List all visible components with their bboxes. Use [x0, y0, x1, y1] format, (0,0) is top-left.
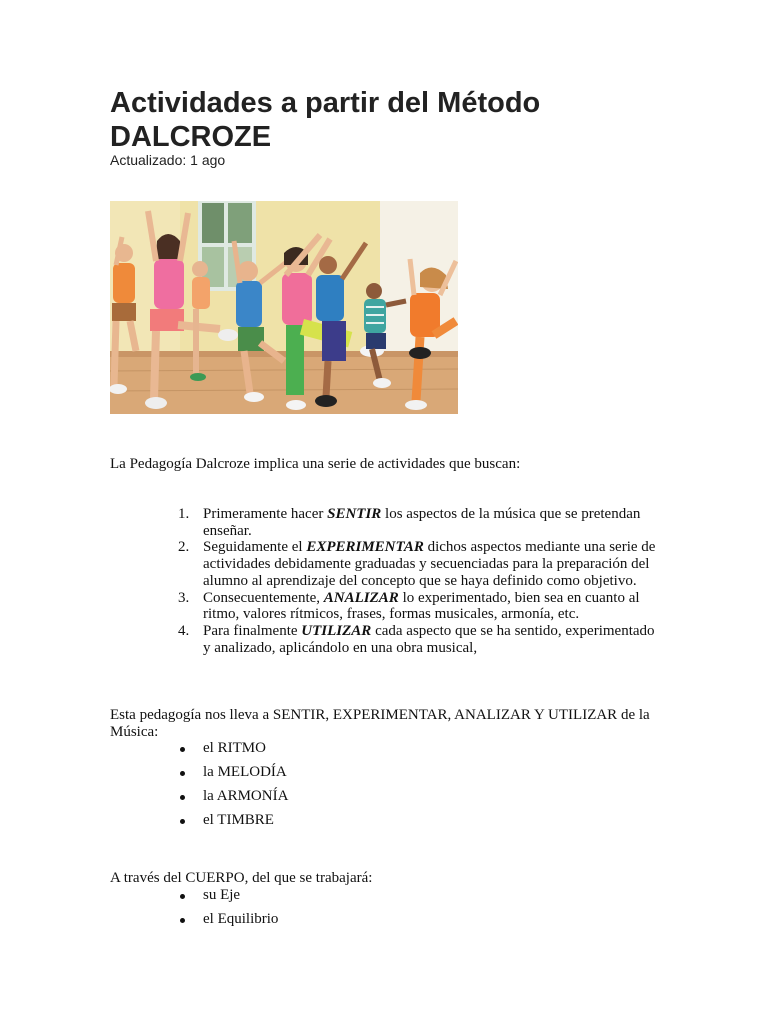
list-number: 1.: [178, 506, 190, 522]
list-item: [177, 812, 288, 836]
step-text: los aspectos de la música que se pretendan enseñar.: [203, 506, 641, 539]
step-text: lo experimentado, bien sea en cuanto al ritmo, valores rítmicos, frases, formas musicales, armonía, etc.: [203, 589, 640, 623]
list-item: [177, 740, 288, 764]
page-title: Actividades a partir del Método DALCROZE: [110, 87, 541, 153]
step-text: cada aspecto que se ha sentido, experimentado y analizado, aplicándolo en una obra musical,: [203, 622, 655, 656]
list-item: [160, 590, 660, 623]
list-item: [177, 788, 288, 812]
list-number: 4.: [178, 622, 190, 639]
list-number: 2.: [178, 539, 190, 556]
bullet-icon: [180, 771, 185, 776]
list-item: [160, 506, 660, 539]
bullet-icon: [180, 795, 185, 800]
music-paragraph: Esta pedagogía nos lleva a SENTIR, EXPERIMENTAR, ANALIZAR Y UTILIZAR de la Música:: [110, 707, 650, 740]
step-text: Para finalmente: [203, 622, 302, 639]
step-keyword: ANALIZAR: [323, 589, 399, 606]
bullet-text: el TIMBRE: [203, 812, 274, 828]
bullet-icon: [180, 747, 185, 752]
list-number: 3.: [178, 589, 190, 606]
list-item: [177, 764, 288, 788]
step-text: Consecuentemente,: [203, 589, 324, 606]
bullet-icon: [180, 918, 185, 923]
step-text: Seguidamente el: [203, 539, 307, 556]
body-elements-list: [177, 887, 278, 935]
bullet-text: el Equilibrio: [203, 911, 279, 927]
list-item: [177, 887, 278, 911]
music-elements-list: [177, 740, 288, 836]
step-keyword: EXPERIMENTAR: [306, 539, 424, 556]
step-text: Primeramente hacer: [203, 506, 328, 522]
bullet-text: su Eje: [203, 887, 241, 903]
children-dancing-photo: [110, 201, 458, 414]
list-item: [160, 623, 660, 656]
updated-date: Actualizado: 1 ago: [110, 152, 226, 168]
step-text: dichos aspectos mediante una serie de actividades debidamente graduadas y secuenciadas para la preparación del alumno al aprendizaje del concepto que se haya definido como objetivo.: [203, 539, 656, 589]
body-paragraph: A través del CUERPO, del que se trabajará:: [110, 870, 373, 886]
bullet-text: la ARMONÍA: [203, 788, 289, 804]
bullet-icon: [180, 894, 185, 899]
steps-list: [160, 506, 660, 656]
list-item: [160, 539, 660, 589]
bullet-icon: [180, 819, 185, 824]
step-keyword: SENTIR: [327, 506, 382, 522]
bullet-text: la MELODÍA: [203, 764, 287, 780]
intro-paragraph: La Pedagogía Dalcroze implica una serie de actividades que buscan:: [110, 456, 521, 472]
bullet-text: el RITMO: [203, 740, 266, 756]
list-item: [177, 911, 278, 935]
step-keyword: UTILIZAR: [301, 622, 372, 639]
